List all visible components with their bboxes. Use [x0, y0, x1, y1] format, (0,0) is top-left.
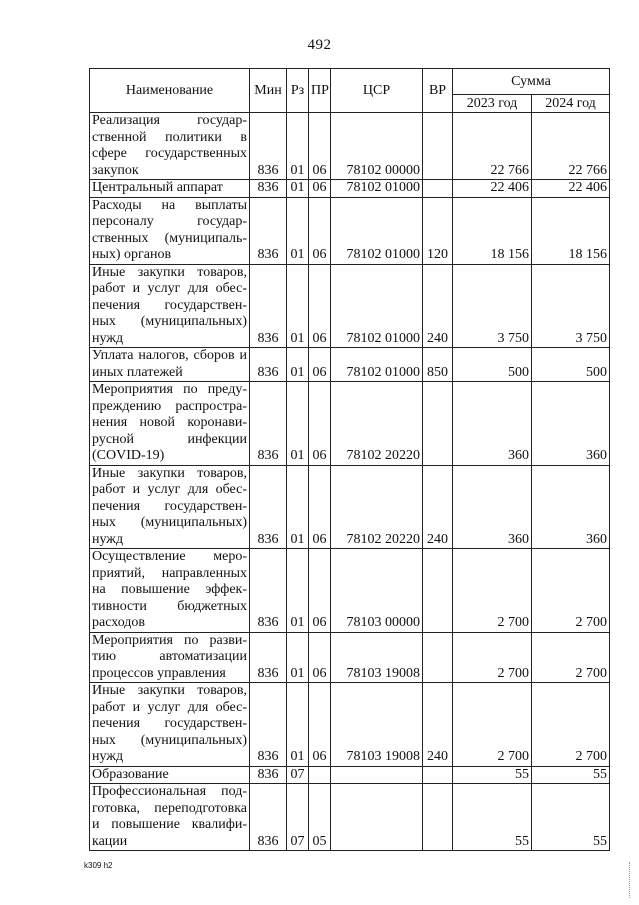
cell-csr: 78102 20220 — [331, 465, 423, 549]
table-row — [90, 348, 610, 382]
cell-name: Иные закупки товаров, работ и услуг для обес-печения государствен-ных (муниципальных) нужд — [90, 683, 250, 767]
cell-csr: 78102 01000 — [331, 180, 423, 198]
budget-table — [89, 68, 610, 851]
cell-y2023: 22 406 — [453, 180, 532, 198]
cell-y2024: 55 — [532, 784, 610, 851]
cell-name: Иные закупки товаров, работ и услуг для обес-печения государствен-ных (муниципальных) нужд — [90, 465, 250, 549]
cell-rz: 01 — [287, 465, 309, 549]
cell-vr — [423, 382, 453, 466]
cell-y2023: 2 700 — [453, 632, 532, 683]
cell-name: Осуществление меро-приятий, направленных на повышение эффек-тивности бюджетных расходов — [90, 549, 250, 633]
cell-y2023: 22 766 — [453, 113, 532, 180]
cell-pr: 06 — [309, 197, 331, 264]
cell-rz: 01 — [287, 197, 309, 264]
cell-min: 836 — [250, 766, 287, 784]
cell-rz: 01 — [287, 113, 309, 180]
table-row — [90, 382, 610, 466]
cell-name: Профессиональная под-готовка, переподготовка и повышение квалифи-кации — [90, 784, 250, 851]
cell-pr: 05 — [309, 784, 331, 851]
cell-name: Мероприятия по разви-тию автоматизации процессов управления — [90, 632, 250, 683]
cell-y2023: 18 156 — [453, 197, 532, 264]
cell-y2024: 22 406 — [532, 180, 610, 198]
cell-name: Реализация государ-ственной политики в сфере государственных закупок — [90, 113, 250, 180]
table-row — [90, 784, 610, 851]
table-row — [90, 766, 610, 784]
cell-vr — [423, 766, 453, 784]
cell-min: 836 — [250, 113, 287, 180]
header-sum: Сумма — [453, 69, 610, 95]
cell-y2023: 2 700 — [453, 549, 532, 633]
cell-name: Центральный аппарат — [90, 180, 250, 198]
cell-vr: 240 — [423, 264, 453, 348]
table-row — [90, 180, 610, 198]
cell-vr — [423, 784, 453, 851]
cell-min: 836 — [250, 632, 287, 683]
cell-vr — [423, 180, 453, 198]
cell-rz: 07 — [287, 784, 309, 851]
cell-y2024: 500 — [532, 348, 610, 382]
cell-name: Уплата налогов, сборов и иных платежей — [90, 348, 250, 382]
table-body — [90, 113, 610, 851]
cell-pr — [309, 766, 331, 784]
cell-min: 836 — [250, 197, 287, 264]
table-row — [90, 632, 610, 683]
header-year-2024: 2024 год — [532, 95, 610, 113]
cell-rz: 01 — [287, 348, 309, 382]
header-pr: ПР — [309, 69, 331, 113]
page-number: 492 — [307, 37, 332, 53]
cell-csr: 78102 01000 — [331, 197, 423, 264]
header-rz: Рз — [287, 69, 309, 113]
cell-y2024: 18 156 — [532, 197, 610, 264]
cell-y2024: 3 750 — [532, 264, 610, 348]
cell-pr: 06 — [309, 632, 331, 683]
scan-edge-mark — [629, 862, 636, 898]
cell-pr: 06 — [309, 683, 331, 767]
cell-y2024: 2 700 — [532, 632, 610, 683]
cell-y2024: 55 — [532, 766, 610, 784]
cell-pr: 06 — [309, 465, 331, 549]
cell-csr: 78102 00000 — [331, 113, 423, 180]
cell-csr: 78102 01000 — [331, 348, 423, 382]
header-min: Мин — [250, 69, 287, 113]
header-vr: ВР — [423, 69, 453, 113]
cell-y2024: 2 700 — [532, 549, 610, 633]
cell-vr — [423, 549, 453, 633]
table-row — [90, 683, 610, 767]
cell-rz: 01 — [287, 632, 309, 683]
cell-pr: 06 — [309, 113, 331, 180]
cell-name: Образование — [90, 766, 250, 784]
cell-vr: 240 — [423, 465, 453, 549]
table-row — [90, 465, 610, 549]
cell-pr: 06 — [309, 382, 331, 466]
cell-y2024: 360 — [532, 465, 610, 549]
cell-y2023: 55 — [453, 784, 532, 851]
cell-rz: 01 — [287, 264, 309, 348]
header-year-2023: 2023 год — [453, 95, 532, 113]
cell-csr: 78102 20220 — [331, 382, 423, 466]
footer-code: k309 h2 — [84, 861, 113, 870]
cell-csr: 78103 00000 — [331, 549, 423, 633]
cell-min: 836 — [250, 348, 287, 382]
cell-vr — [423, 113, 453, 180]
cell-csr: 78102 01000 — [331, 264, 423, 348]
cell-y2023: 360 — [453, 382, 532, 466]
cell-y2024: 2 700 — [532, 683, 610, 767]
cell-y2023: 2 700 — [453, 683, 532, 767]
table-row — [90, 113, 610, 180]
cell-y2023: 500 — [453, 348, 532, 382]
cell-name: Расходы на выплаты персоналу государ-ственных (муниципаль-ных) органов — [90, 197, 250, 264]
cell-min: 836 — [250, 549, 287, 633]
cell-rz: 01 — [287, 382, 309, 466]
cell-y2023: 55 — [453, 766, 532, 784]
cell-name: Иные закупки товаров, работ и услуг для обес-печения государствен-ных (муниципальных) нужд — [90, 264, 250, 348]
cell-min: 836 — [250, 382, 287, 466]
cell-min: 836 — [250, 264, 287, 348]
cell-min: 836 — [250, 784, 287, 851]
cell-name: Мероприятия по преду-преждению распростра-нения новой коронави-русной инфекции (COVID-19) — [90, 382, 250, 466]
table-row — [90, 197, 610, 264]
cell-rz: 01 — [287, 549, 309, 633]
header-name: Наименование — [90, 69, 250, 113]
cell-vr: 850 — [423, 348, 453, 382]
cell-min: 836 — [250, 683, 287, 767]
table-header — [90, 69, 610, 113]
cell-csr — [331, 784, 423, 851]
header-csr: ЦСР — [331, 69, 423, 113]
cell-min: 836 — [250, 180, 287, 198]
cell-vr: 240 — [423, 683, 453, 767]
cell-rz: 01 — [287, 683, 309, 767]
cell-rz: 07 — [287, 766, 309, 784]
cell-y2024: 22 766 — [532, 113, 610, 180]
cell-pr: 06 — [309, 264, 331, 348]
cell-csr: 78103 19008 — [331, 632, 423, 683]
cell-rz: 01 — [287, 180, 309, 198]
table-row — [90, 264, 610, 348]
cell-y2023: 360 — [453, 465, 532, 549]
cell-csr: 78103 19008 — [331, 683, 423, 767]
cell-y2023: 3 750 — [453, 264, 532, 348]
cell-min: 836 — [250, 465, 287, 549]
cell-pr: 06 — [309, 549, 331, 633]
cell-pr: 06 — [309, 180, 331, 198]
cell-vr — [423, 632, 453, 683]
cell-vr: 120 — [423, 197, 453, 264]
cell-pr: 06 — [309, 348, 331, 382]
cell-csr — [331, 766, 423, 784]
cell-y2024: 360 — [532, 382, 610, 466]
table-row — [90, 549, 610, 633]
